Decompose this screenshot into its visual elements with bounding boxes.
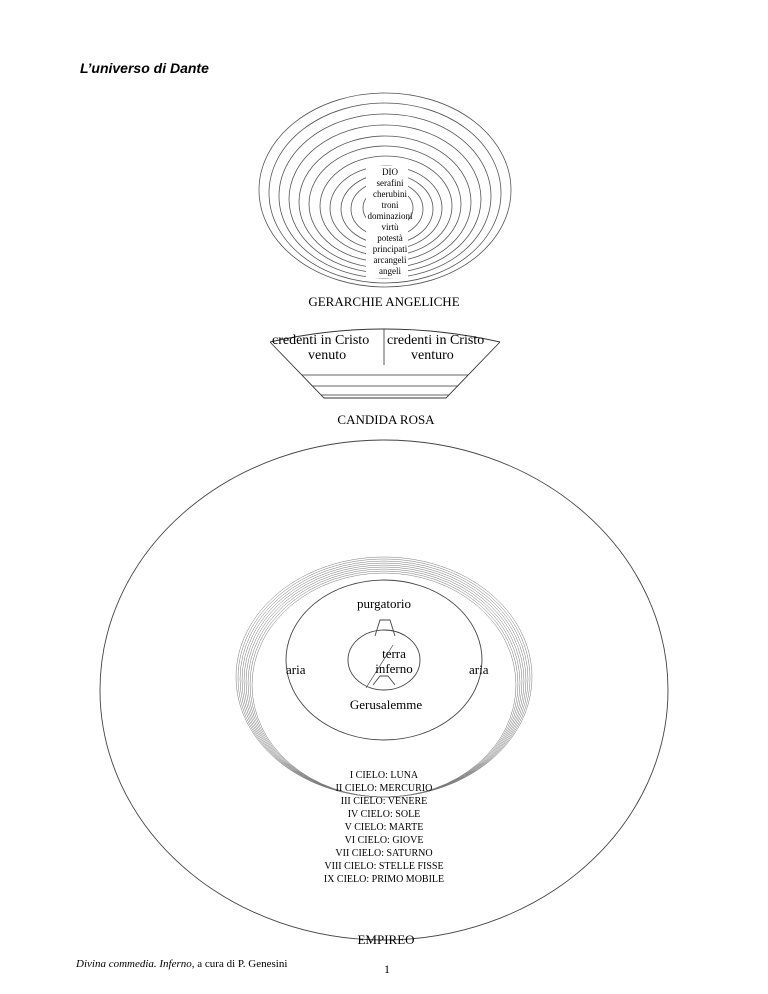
angelic-label-potesta: potestà bbox=[377, 233, 403, 243]
heaven-label-9: IX CIELO: PRIMO MOBILE bbox=[323, 874, 445, 885]
heaven-label-5: V CIELO: MARTE bbox=[344, 822, 424, 833]
heaven-label-7: VII CIELO: SATURNO bbox=[335, 848, 433, 859]
footer-editor: , a cura di P. Genesini bbox=[191, 958, 288, 970]
rosa-left-line2: venuto bbox=[308, 348, 347, 363]
page-title: L’universo di Dante bbox=[80, 60, 209, 76]
rosa-right-line1: credenti in Cristo bbox=[387, 333, 485, 348]
rosa-right-line2: venturo bbox=[411, 348, 454, 363]
angelic-label-virtu: virtù bbox=[381, 222, 399, 232]
inferno-label: inferno bbox=[375, 661, 413, 676]
heaven-label-4: IV CIELO: SOLE bbox=[347, 809, 421, 820]
angelic-label-principati: principati bbox=[372, 244, 408, 254]
gerusalemme-label: Gerusalemme bbox=[349, 697, 423, 712]
terra-label: terra bbox=[382, 646, 406, 661]
heaven-label-8: VIII CIELO: STELLE FISSE bbox=[324, 861, 444, 872]
candida-rosa-label: CANDIDA ROSA bbox=[337, 412, 435, 427]
empireo-label: EMPIREO bbox=[357, 932, 415, 947]
angelic-label-cherubini: cherubini bbox=[373, 189, 407, 199]
rosa-left-line1: credenti in Cristo bbox=[272, 333, 370, 348]
heaven-label-1: I CIELO: LUNA bbox=[349, 770, 419, 781]
footer-work-title: Divina commedia. Inferno bbox=[76, 958, 192, 970]
hell-cone bbox=[373, 676, 395, 685]
heaven-label-2: II CIELO: MERCURIO bbox=[335, 783, 433, 794]
heavens-list bbox=[324, 770, 444, 885]
aria-left-label: aria bbox=[286, 662, 306, 677]
angelic-label-arcangeli: arcangeli bbox=[373, 255, 407, 265]
angelic-label-angeli: angeli bbox=[379, 266, 401, 276]
aria-right-label: aria bbox=[469, 662, 489, 677]
angelic-label-serafini: serafini bbox=[376, 178, 404, 188]
gerarchie-angeliche-label: GERARCHIE ANGELICHE bbox=[308, 294, 460, 309]
footer-citation bbox=[76, 958, 287, 970]
heaven-label-6: VI CIELO: GIOVE bbox=[344, 835, 424, 846]
purgatory-mountain bbox=[375, 620, 395, 636]
heaven-spheres bbox=[236, 557, 532, 797]
angelic-label-dio: DIO bbox=[382, 167, 398, 177]
page-number: 1 bbox=[384, 962, 390, 976]
angelic-label-troni: troni bbox=[381, 200, 399, 210]
heaven-label-3: III CIELO: VENERE bbox=[340, 796, 428, 807]
purgatorio-label: purgatorio bbox=[357, 596, 411, 611]
angelic-label-dominazioni: dominazioni bbox=[367, 211, 413, 221]
rosa-funnel-outline bbox=[270, 342, 500, 398]
angelic-labels bbox=[366, 166, 413, 278]
